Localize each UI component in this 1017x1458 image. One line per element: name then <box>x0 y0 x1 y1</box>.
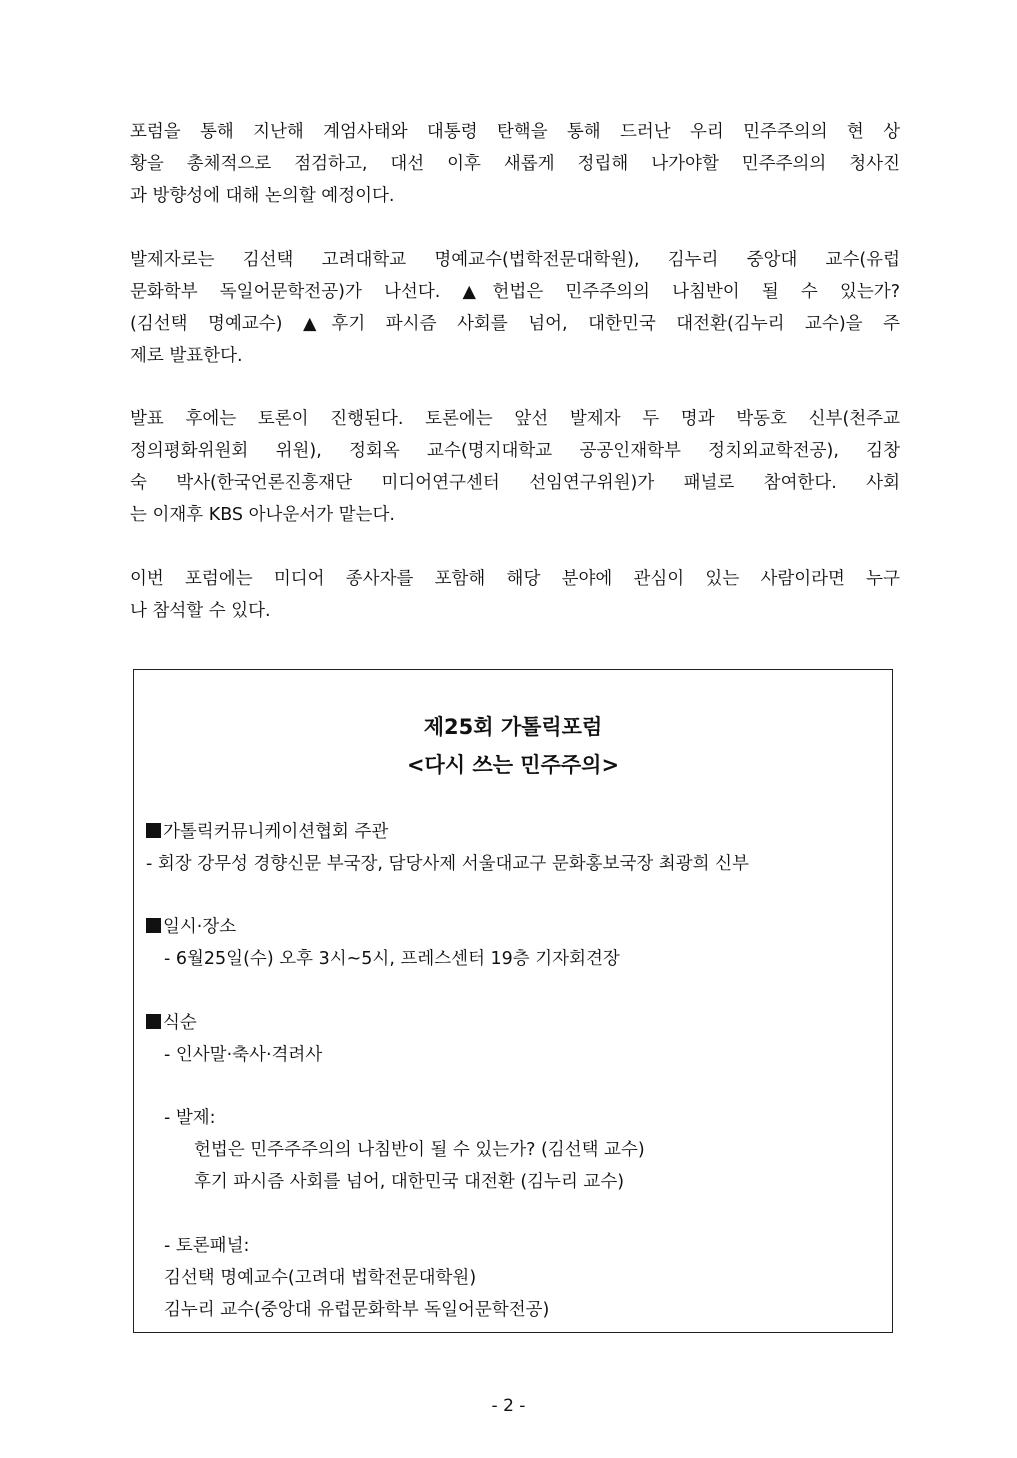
paragraph-1 <box>130 116 900 212</box>
presentation-item: 후기 파시즘 사회를 넘어, 대한민국 대전환 (김누리 교수) <box>194 1172 625 1192</box>
paragraph-4 <box>130 563 900 627</box>
order-panel: - 토론패널: <box>164 1236 250 1256</box>
square-bullet-icon <box>146 918 161 933</box>
panel-item: 김선택 명예교수(고려대 법학전문대학원) <box>164 1268 477 1288</box>
paragraph-line: 는 이재후 KBS 아나운서가 맡는다. <box>130 505 395 525</box>
presentation-item: 헌법은 민주주주의의 나침반이 될 수 있는가? (김선택 교수) <box>194 1140 645 1160</box>
forum-info-box <box>133 669 893 1333</box>
square-bullet-icon <box>146 823 161 838</box>
paragraph-2 <box>130 244 900 372</box>
paragraph-line: 과 방향성에 대해 논의할 예정이다. <box>130 186 395 206</box>
paragraph-line: 발표 후에는 토론이 진행된다. 토론에는 앞선 발제자 두 명과 박동호 신부(천주교 <box>130 409 900 429</box>
forum-subtitle: <다시 쓰는 민주주의> <box>406 753 620 777</box>
square-bullet-icon <box>146 1014 161 1029</box>
host-detail: - 회장 강무성 경향신문 부국장, 담당사제 서울대교구 문화홍보국장 최광희 신부 <box>146 854 749 874</box>
order-heading: 식순 <box>146 1009 197 1034</box>
paragraph-line: 포럼을 통해 지난해 계엄사태와 대통령 탄핵을 통해 드러난 우리 민주주의의 현 상 <box>130 122 900 142</box>
paragraph-line: 제로 발표한다. <box>130 346 243 366</box>
order-greeting: - 인사말·축사·격려사 <box>164 1045 323 1065</box>
paragraph-line: 이번 포럼에는 미디어 종사자를 포함해 해당 분야에 관심이 있는 사람이라면 누구 <box>130 569 900 589</box>
paragraph-line: 나 참석할 수 있다. <box>130 601 271 621</box>
when-heading: 일시·장소 <box>146 913 236 938</box>
paragraph-line: 황을 총체적으로 점검하고, 대선 이후 새롭게 정립해 나가야할 민주주의의 청사진 <box>130 154 900 174</box>
paragraph-line: 숙 박사(한국언론진흥재단 미디어연구센터 선임연구위원)가 패널로 참여한다. 사회 <box>130 473 900 493</box>
host-heading: 가톨릭커뮤니케이션협회 주관 <box>146 818 388 843</box>
when-detail: - 6월25일(수) 오후 3시~5시, 프레스센터 19층 기자회견장 <box>164 949 620 969</box>
paragraph-line: 정의평화위원회 위원), 정회옥 교수(명지대학교 공공인재학부 정치외교학전공), 김창 <box>130 441 900 461</box>
paragraph-line: 발제자로는 김선택 고려대학교 명예교수(법학전문대학원), 김누리 중앙대 교수(유럽 <box>130 250 900 270</box>
paragraph-3 <box>130 403 900 531</box>
page-number: - 2 - <box>491 1396 526 1416</box>
paragraph-line: (김선택 명예교수) ▲후기 파시즘 사회를 넘어, 대한민국 대전환(김누리 교수)을 주 <box>130 314 900 334</box>
order-presentation: - 발제: <box>164 1108 216 1128</box>
panel-item: 김누리 교수(중앙대 유럽문화학부 독일어문학전공) <box>164 1300 550 1320</box>
paragraph-line: 문화학부 독일어문학전공)가 나선다. ▲헌법은 민주주의의 나침반이 될 수 있는가? <box>130 282 900 302</box>
forum-title: 제25회 가톨릭포럼 <box>423 715 603 739</box>
